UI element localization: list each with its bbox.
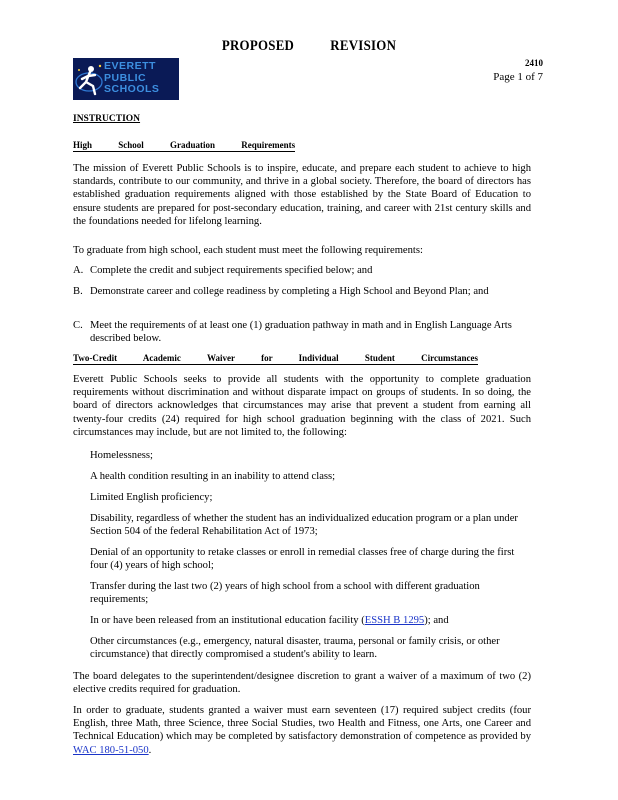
circumstance-label: Limited English proficiency;: [90, 492, 213, 503]
circumstance-text: [90, 635, 531, 661]
section-label: INSTRUCTION: [73, 114, 141, 124]
requirement-marker: C.: [73, 320, 83, 331]
circumstance-item: [73, 449, 531, 462]
circumstance-text: [90, 512, 531, 538]
requirement-item: [73, 264, 531, 277]
circumstance-label: Transfer during the last two (2) years of high school from a school with different graduation requirements;: [90, 581, 480, 606]
runner-icon: [73, 58, 107, 100]
circumstance-suffix: ); and: [424, 615, 449, 626]
delegation-paragraph: The board delegates to the superintendent/designee discretion to grant a waiver of a maximum of two (2) elective credits required for graduation.: [73, 671, 531, 696]
circumstance-item: [73, 614, 531, 627]
waiver-credits-text: In order to graduate, students granted a waiver must earn seventeen (17) required subject credits (four English, three Math, three Science, three Social Studies, two Health and Fitness, one Arts, one Career and Technical Education) which may be completed by satisfactory demonstration of competence as provided by: [73, 705, 531, 743]
waiver-credits-paragraph: [73, 704, 531, 757]
waiver-credits-end: .: [148, 744, 152, 756]
mission-paragraph: The mission of Everett Public Schools is to inspire, educate, and prepare each student to achieve to high standards, contribute to our community, and thrive in a global society. Therefore, the board of directors has established graduation requirements aligned with those established by the State Board of Education to ensure students are prepared for post-secondary education, training, and career with 21st century skills and the foundations needed for lifelong learning.: [73, 163, 531, 227]
document-title: PROPOSED REVISION: [221, 38, 397, 54]
requirement-text: Demonstrate career and college readiness by completing a High School and Beyond Plan; and: [90, 286, 489, 297]
requirement-marker: A.: [73, 265, 84, 276]
to-graduate-paragraph: To graduate from high school, each student must meet the following requirements:: [73, 245, 423, 256]
requirement-item: [73, 319, 531, 345]
wac-link[interactable]: WAC 180-51-050: [73, 744, 149, 756]
requirement-text: Complete the credit and subject requirements specified below; and: [90, 265, 373, 276]
circumstance-item: [73, 580, 531, 606]
requirement-item: [73, 285, 531, 298]
heading-graduation-requirements: High School Graduation Requirements: [73, 140, 296, 150]
logo-wordmark: EVERETT PUBLIC SCHOOLS: [104, 60, 160, 95]
circumstance-label: Homelessness;: [90, 450, 153, 461]
requirement-marker: B.: [73, 286, 83, 297]
circumstance-text: [90, 546, 531, 572]
circumstance-label: A health condition resulting in an inability to attend class;: [90, 471, 336, 482]
essh-link[interactable]: ESSH B 1295: [364, 615, 425, 626]
policy-number: 2410: [525, 58, 543, 68]
circumstance-item: [73, 491, 531, 504]
circumstance-label: Disability, regardless of whether the student has an individualized education program or a plan under Section 504 of the federal Rehabilitation Act of 1973;: [90, 513, 518, 538]
district-logo: [73, 58, 179, 100]
circumstance-text: [90, 449, 531, 462]
circumstance-item: [73, 546, 531, 572]
circumstance-item: [73, 470, 531, 483]
waiver-intro-paragraph: Everett Public Schools seeks to provide all students with the opportunity to complete graduation requirements without discrimination and without disparate impact on groups of students. In so doing, the board of directors acknowledges that circumstances may arise that prevent a student from earning all twenty-four credits (24) required for high school graduation beginning with the class of 2021. Such circumstances may include, but are not limited to, the following:: [73, 374, 531, 438]
circumstance-text: [90, 614, 531, 627]
circumstance-item: [73, 635, 531, 661]
circumstance-text: [90, 491, 531, 504]
circumstance-item: [73, 512, 531, 538]
page-indicator: Page 1 of 7: [493, 71, 543, 83]
heading-academic-waiver: Two-Credit Academic Waiver for Individual Student Circumstances: [73, 353, 479, 363]
circumstance-text: [90, 580, 531, 606]
requirement-text: Meet the requirements of at least one (1) graduation pathway in math and in English Language Arts described below.: [90, 320, 512, 345]
circumstance-label: Other circumstances (e.g., emergency, natural disaster, trauma, personal or family crisis, or other circumstance) that directly compromised a student's ability to learn.: [90, 636, 500, 661]
circumstance-text: [90, 470, 531, 483]
circumstance-label: Denial of an opportunity to retake classes or enroll in remedial classes free of charge during the first four (4) years of high school;: [90, 547, 515, 572]
circumstance-label: In or have been released from an institutional education facility (: [90, 615, 365, 626]
